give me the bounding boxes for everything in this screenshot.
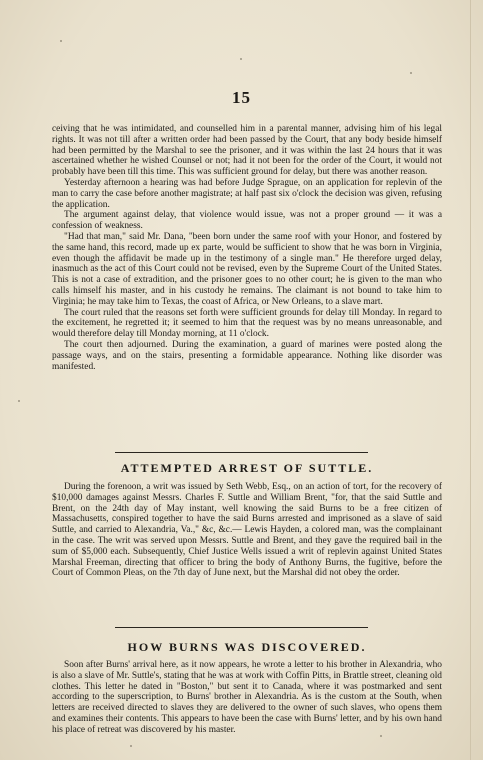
paragraph: Yesterday afternoon a hearing was had before Judge Sprague, on an application for replevin of the man to carry the case before another magistrate; at half past six o'clock the decision was given, refusing the application. — [52, 177, 442, 210]
paragraph: The court then adjourned. During the examination, a guard of marines were posted along the passage ways, and on the stairs, presenting a formidable appearance. Nothing like disorder was manifested. — [52, 339, 442, 372]
page-edge-shadow — [470, 0, 471, 760]
section-divider — [115, 452, 368, 453]
body-text-top — [52, 124, 442, 372]
paragraph: "Had that man," said Mr. Dana, "been born under the same roof with your Honor, and fostered by the same hand, this record, made up ex parte, would be sufficient to show that he was born in Virginia, even though the affidavit be made up in the testimony of a single man." He therefore urged delay, inasmuch as the act of this Court could not be revised, even by the Supreme Court of the United States. This is not a case of extradition, and the prisoner goes to no other court; he is given to the man who calls himself his master, and in his custody he remains. The claimant is not bound to take him to Virginia; he may take him to Texas, the coast of Africa, or New Orleans, to a slave mart. — [52, 231, 442, 307]
paper-speck — [240, 58, 242, 60]
section-heading: HOW BURNS WAS DISCOVERED. — [127, 640, 367, 654]
paragraph: Soon after Burns' arrival here, as it now appears, he wrote a letter to his brother in Alexandria, who is also a slave of Mr. Suttle's, stating that he was at work with Coffin Pitts, in Brattle street, cleaning old clothes. This letter he dated in "Boston," but sent it to Canada, where it was postmarked and sent according to the superscription, to Burns' brother in Alexandria. As is the custom at the South, when letters are received directed to slaves they are delivered to the owner of such slaves, who opens them and examines their contents. This appears to have been the case with Burns' letter, and by his own hand his place of retreat was discovered by his master. — [52, 660, 442, 735]
paper-speck — [130, 745, 132, 747]
paragraph: The court ruled that the reasons set forth were sufficient grounds for delay till Monday. In regard to the excitement, he regretted it; it seemed to him that the request was by no means unreasonable, and would therefore delay till Monday morning, at 11 o'clock. — [52, 307, 442, 340]
paper-speck — [380, 735, 382, 737]
paper-speck — [410, 72, 412, 74]
body-text-burns — [52, 660, 442, 736]
body-text-suttle — [52, 482, 442, 579]
paragraph: During the forenoon, a writ was issued by Seth Webb, Esq., on an action of tort, for the recovery of $10,000 damages against Messrs. Charles F. Suttle and William Brent, "for, that the said Suttle and Brent, on the 24th day of May instant, well knowing the said Burns to be a free citizen of Massachusetts, conspired together to have the said Burns arrested and imprisoned as a slave of said Suttle, and carried to Alexandria, Va.," &c, &c.— Lewis Hayden, a colored man, was the complainant in the case. The writ was served upon Messrs. Suttle and Brent, and they gave the required bail in the sum of $5,000 each. Subsequently, Chief Justice Wells issued a writ of replevin against United States Marshal Freeman, directing that officer to bring the body of Anthony Burns, the fugitive, before the Court of Common Pleas, on the 7th day of June next, but the Marshal did not obey the order. — [52, 482, 442, 579]
page-number: 15 — [232, 88, 251, 107]
paper-speck — [18, 400, 20, 402]
paper-speck — [60, 40, 62, 42]
paragraph: The argument against delay, that violence would issue, was not a proper ground — it was a confession of weakness. — [52, 210, 442, 232]
paragraph: ceiving that he was intimidated, and counselled him in a parental manner, advising him of his legal rights. It was not till after a written order had been passed by the Court, that any body beside himself had been permitted by the Marshal to see the prisoner, and it was within the last 24 hours that it was ascertained whether he wished Counsel or not; had it not been for the order of the Court, it would not probably have been till this time. This was sufficient ground for delay, but there was another reason. — [52, 124, 442, 178]
section-heading: ATTEMPTED ARREST OF SUTTLE. — [120, 461, 374, 475]
section-divider — [115, 627, 368, 628]
